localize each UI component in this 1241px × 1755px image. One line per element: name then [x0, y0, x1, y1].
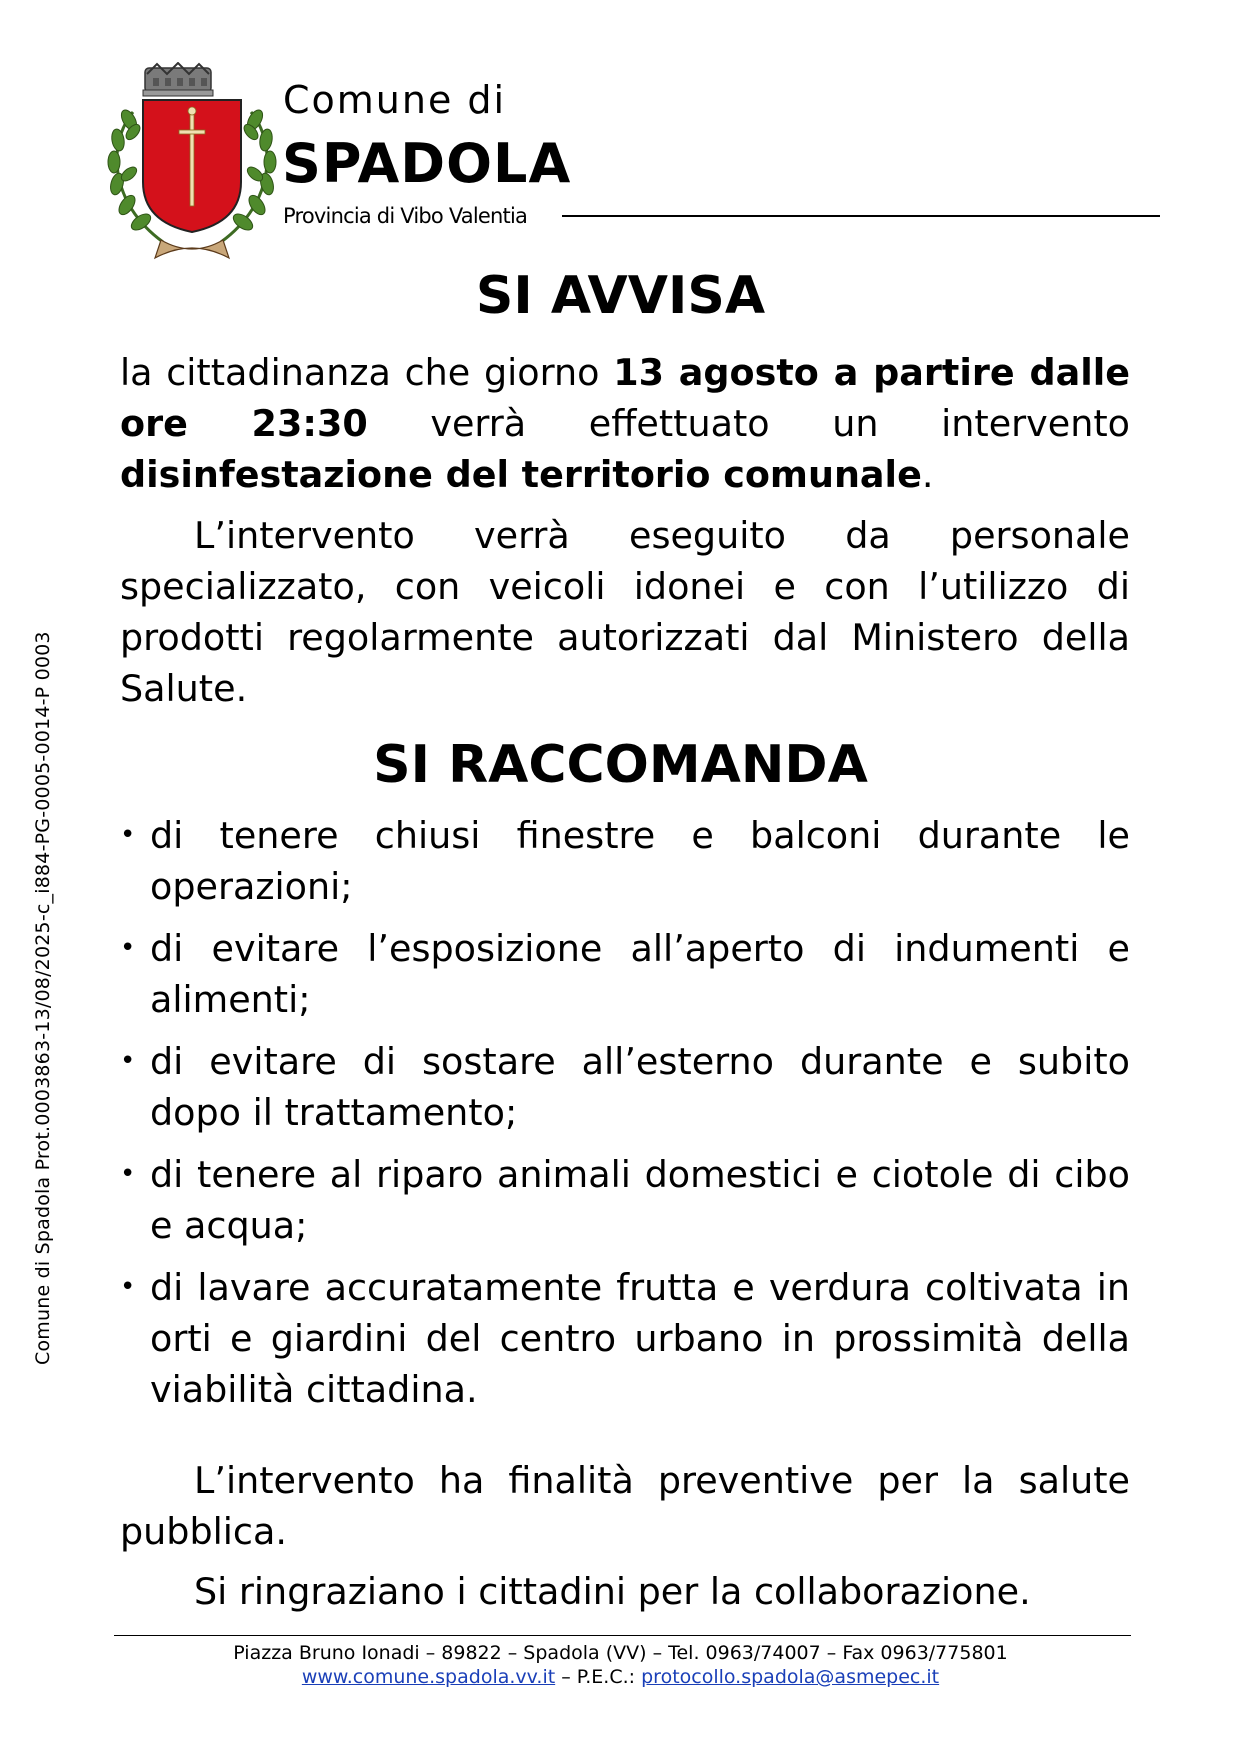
avviso-text-2: verrà effettuato un intervento: [367, 402, 1130, 445]
closing-paragraph: L’intervento ha finalità preventive per la salute pubblica.: [120, 1459, 1130, 1553]
footer-contacts: [0, 1666, 1241, 1688]
avviso-date-time: 13 agosto a partire dalle ore 23:30: [120, 351, 1130, 445]
heading-si-raccomanda: SI RACCOMANDA: [373, 735, 868, 795]
intervention-paragraph: L’intervento verrà eseguito da personale specializzato, con veicoli idonei e con l’utilizzo di prodotti regolarmente autorizzati dal Ministero della Salute.: [120, 514, 1130, 710]
avviso-subject: disinfestazione del territorio comunale: [120, 453, 922, 496]
list-item: • di lavare accuratamente frutta e verdura coltivata in orti e giardini del centro urbano in prossimità della viabilità cittadina.: [120, 1262, 1130, 1415]
header-municipality-name: SPADOLA: [282, 132, 572, 195]
pec-email-link[interactable]: protocollo.spadola@asmepec.it: [641, 1666, 940, 1688]
footer-address: Piazza Bruno Ionadi – 89822 – Spadola (VV) – Tel. 0963/74007 – Fax 0963/775801: [233, 1642, 1008, 1664]
list-item: • di tenere al riparo animali domestici e ciotole di cibo e acqua;: [120, 1149, 1130, 1251]
footer-divider: [114, 1635, 1131, 1636]
heading-si-avvisa: SI AVVISA: [475, 266, 766, 326]
avviso-text-3: .: [921, 453, 934, 496]
coat-of-arms-icon: [103, 62, 293, 267]
list-item: • di evitare l’esposizione all’aperto di indumenti e alimenti;: [120, 923, 1130, 1025]
protocol-stamp: Comune di Spadola Prot.0003863-13/08/2025-c_i884-PG-0005-0014-P 0003: [32, 631, 54, 1365]
header-divider: [562, 215, 1160, 217]
header-comune: Comune di: [283, 78, 507, 122]
recommendations-list: [120, 810, 1130, 1426]
list-item: • di evitare di sostare all’esterno durante e subito dopo il trattamento;: [120, 1036, 1130, 1138]
list-item: • di tenere chiusi finestre e balconi durante le operazioni;: [120, 810, 1130, 912]
header-province: Provincia di Vibo Valentia: [283, 204, 528, 228]
pec-label: – P.E.C.:: [555, 1666, 642, 1688]
avviso-text-1: la cittadinanza che giorno: [120, 351, 614, 394]
website-link[interactable]: www.comune.spadola.vv.it: [301, 1666, 556, 1688]
avviso-paragraph: [120, 347, 1130, 500]
thanks-paragraph: Si ringraziano i cittadini per la collaborazione.: [194, 1570, 1031, 1613]
